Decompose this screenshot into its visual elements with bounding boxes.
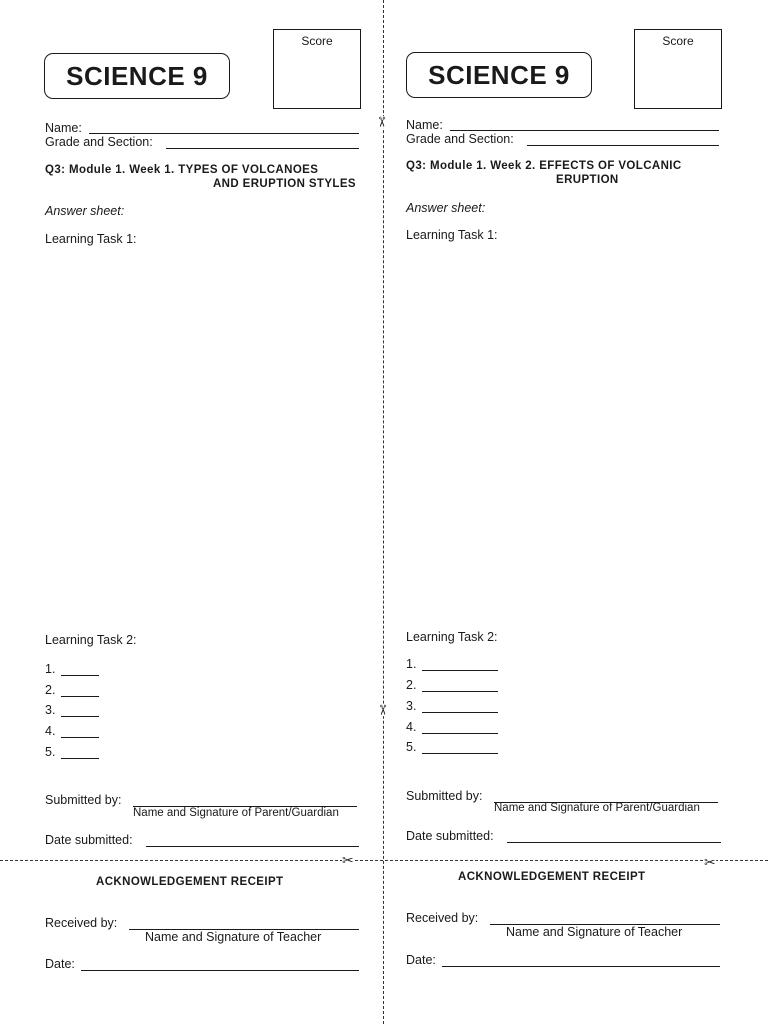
date-label: Date: <box>45 957 75 971</box>
name-label: Name: <box>406 118 443 132</box>
grade-section-field[interactable] <box>166 148 359 149</box>
date-submitted-label: Date submitted: <box>45 833 133 847</box>
item-number: 2. <box>406 678 417 692</box>
score-label: Score <box>301 34 333 48</box>
date-submitted-field[interactable] <box>146 846 359 847</box>
answer-sheet-week-2 <box>384 0 768 1024</box>
learning-task-1-answer-area[interactable] <box>406 250 721 615</box>
item-number: 4. <box>406 720 417 734</box>
submitted-by-label: Submitted by: <box>45 793 122 807</box>
date-field[interactable] <box>442 966 720 967</box>
received-by-label: Received by: <box>406 911 479 925</box>
learning-task-1-answer-area[interactable] <box>45 255 360 620</box>
module-heading-line2: AND ERUPTION STYLES <box>212 178 356 190</box>
name-field[interactable] <box>450 130 719 131</box>
scissors-icon: ✂ <box>704 854 716 870</box>
module-heading-line2: ERUPTION <box>556 174 619 186</box>
name-label: Name: <box>45 121 82 135</box>
date-submitted-label: Date submitted: <box>406 829 494 843</box>
date-submitted-field[interactable] <box>507 842 721 843</box>
name-field[interactable] <box>89 133 359 134</box>
score-box[interactable] <box>634 29 722 109</box>
answer-sheet-label: Answer sheet: <box>406 201 486 215</box>
scissors-icon: ✂ <box>373 116 390 128</box>
item-answer-field[interactable] <box>61 696 99 697</box>
scissors-icon: ✂ <box>342 852 354 868</box>
learning-task-1-label: Learning Task 1: <box>406 228 498 242</box>
item-answer-field[interactable] <box>61 737 99 738</box>
item-number: 2. <box>45 683 56 697</box>
date-label: Date: <box>406 953 436 967</box>
parent-signature-caption: Name and Signature of Parent/Guardian <box>133 807 339 819</box>
item-number: 5. <box>45 745 56 759</box>
grade-section-field[interactable] <box>527 145 719 146</box>
item-number: 1. <box>406 657 417 671</box>
learning-task-2-label: Learning Task 2: <box>45 633 137 647</box>
answer-sheet-label: Answer sheet: <box>45 204 125 218</box>
grade-section-label: Grade and Section: <box>406 132 514 146</box>
teacher-signature-caption: Name and Signature of Teacher <box>506 925 683 939</box>
item-number: 1. <box>45 662 56 676</box>
item-number: 4. <box>45 724 56 738</box>
item-answer-field[interactable] <box>422 712 498 713</box>
receipt-title: ACKNOWLEDGEMENT RECEIPT <box>96 876 284 888</box>
item-answer-field[interactable] <box>422 691 498 692</box>
item-number: 3. <box>406 699 417 713</box>
grade-section-label: Grade and Section: <box>45 135 153 149</box>
date-field[interactable] <box>81 970 359 971</box>
page-title: SCIENCE 9 <box>406 52 592 98</box>
module-heading-line1: Q3: Module 1. Week 1. TYPES OF VOLCANOES <box>45 164 319 176</box>
parent-signature-caption: Name and Signature of Parent/Guardian <box>494 802 700 814</box>
page-title: SCIENCE 9 <box>44 53 230 99</box>
learning-task-2-label: Learning Task 2: <box>406 630 498 644</box>
scissors-icon: ✂ <box>374 704 391 716</box>
item-number: 5. <box>406 740 417 754</box>
item-answer-field[interactable] <box>61 758 99 759</box>
receipt-title: ACKNOWLEDGEMENT RECEIPT <box>458 871 646 883</box>
item-answer-field[interactable] <box>422 753 498 754</box>
learning-task-1-label: Learning Task 1: <box>45 232 137 246</box>
module-heading-line1: Q3: Module 1. Week 2. EFFECTS OF VOLCANIC <box>406 160 682 172</box>
received-by-label: Received by: <box>45 916 118 930</box>
score-box[interactable] <box>273 29 361 109</box>
item-answer-field[interactable] <box>61 716 99 717</box>
score-label: Score <box>662 34 694 48</box>
item-answer-field[interactable] <box>422 733 498 734</box>
item-number: 3. <box>45 703 56 717</box>
item-answer-field[interactable] <box>422 670 498 671</box>
teacher-signature-caption: Name and Signature of Teacher <box>145 930 322 944</box>
submitted-by-label: Submitted by: <box>406 789 483 803</box>
item-answer-field[interactable] <box>61 675 99 676</box>
